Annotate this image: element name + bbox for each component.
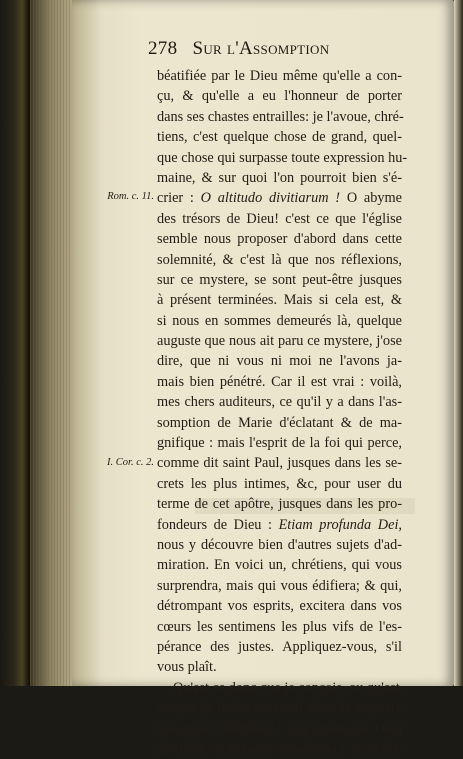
text-segment: semble nous proposer d'abord dans cette — [157, 231, 402, 248]
margin-reference: Rom. c. 11. — [107, 191, 154, 203]
text-line — [157, 617, 402, 637]
text-line — [157, 148, 408, 168]
text-segment: mais bien pénétré. Car il est vrai : voilà, — [157, 373, 402, 390]
text-line — [157, 719, 402, 739]
text-segment: crier : — [157, 190, 201, 207]
text-segment: vous plaît. — [157, 659, 217, 676]
text-line — [157, 413, 402, 433]
text-segment: que chose qui surpasse toute expression hu- — [157, 149, 408, 166]
text-segment: , — [398, 516, 402, 533]
text-line — [157, 657, 402, 677]
text-segment: tiens, c'est quelque chose de grand, quel- — [157, 129, 402, 146]
page-number: 278 — [148, 38, 178, 59]
running-header — [148, 38, 398, 64]
text-segment: terme de cet apôtre, jusques dans les pro- — [157, 496, 402, 513]
text-segment: auguste que nous ait paru ce mystere, j'ose — [157, 333, 402, 350]
text-line — [157, 127, 402, 147]
text-line — [157, 596, 402, 616]
text-segment: des trésors de Dieu! c'est ce que l'église — [157, 210, 402, 227]
text-line — [157, 535, 402, 555]
text-segment: somption de Marie d'éclatant & de ma- — [157, 414, 402, 431]
text-line — [157, 678, 405, 698]
running-head-title: Sur l'Assomption — [192, 38, 330, 59]
text-segment: O abyme — [340, 190, 402, 207]
text-segment: ce que je dois concevoir dans le mystere — [157, 700, 402, 717]
latin-quote: Etiam profunda Dei — [278, 516, 399, 533]
text-line — [157, 515, 402, 535]
text-segment: çu, & qu'elle a eu l'honneur de porter — [157, 88, 402, 105]
text-line — [157, 229, 402, 249]
text-line — [157, 311, 402, 331]
text-segment: fondeurs de Dieu : — [157, 516, 279, 533]
text-segment: sur ce mystere, se sont peut-être jusques — [157, 271, 402, 288]
text-segment: nous y découvre bien d'autres sujets d'ad- — [157, 536, 402, 553]
text-segment: miration. En voici un, chrétiens, qui vous — [157, 557, 402, 574]
text-line — [157, 209, 402, 229]
text-line — [157, 474, 402, 494]
text-line — [157, 453, 402, 473]
text-line — [157, 739, 402, 759]
text-segment: béatifiée par le Dieu même qu'elle a con- — [157, 68, 402, 84]
text-line — [157, 392, 402, 412]
text-line — [157, 637, 402, 657]
text-segment: détrompant vos esprits, excitera dans vos — [157, 598, 402, 615]
text-line — [157, 86, 402, 106]
latin-quote: O altitudo divitiarum ! — [200, 190, 341, 207]
text-line — [157, 555, 402, 575]
page-body-text — [157, 66, 408, 759]
text-line — [157, 494, 402, 514]
text-line — [157, 351, 402, 371]
text-segment: si nous en sommes demeurés là, quelque — [157, 312, 402, 329]
text-line — [157, 107, 402, 127]
text-line — [157, 188, 402, 208]
text-segment: mes chers auditeurs, ce qu'il y a dans l'as- — [157, 394, 402, 411]
text-line — [157, 576, 402, 596]
text-line — [157, 250, 402, 270]
text-segment: gnifique : mais l'esprit de la foi qui perce, — [157, 435, 402, 452]
text-segment: glorifiée, non point absolument & préci- — [157, 740, 402, 757]
text-line — [157, 698, 402, 718]
margin-reference: I. Cor. c. 2. — [107, 456, 154, 468]
text-line — [157, 168, 402, 188]
text-segment: crets les plus intimes, &c, pour user du — [157, 475, 402, 492]
text-line — [157, 270, 402, 290]
text-segment: surprendra, mais qui vous édifiera; & qui, — [157, 577, 402, 594]
text-segment: maine, & sur quoi l'on pourroit bien s'é- — [157, 169, 402, 186]
text-line — [157, 290, 402, 310]
page-right-edge — [454, 0, 463, 686]
text-line — [157, 372, 402, 392]
text-segment: à présent terminées. Mais si cela est, & — [157, 292, 402, 309]
text-segment: cœurs les sentimens les plus vifs de l'es- — [157, 618, 402, 635]
text-segment: solemnité, & c'est là que nos réflexions, — [157, 251, 402, 268]
text-segment: que nous célébrons? une mere de Dieu — [157, 720, 402, 737]
text-segment: dire, que ni vous ni moi ne l'avons ja- — [157, 353, 402, 370]
text-line — [157, 331, 402, 351]
text-segment: Qu'est ce donc que je conçois, ou qu'est- — [173, 679, 405, 696]
text-line — [157, 433, 402, 453]
text-segment: pérance des justes. Appliquez-vous, s'il — [157, 638, 402, 655]
text-segment: dans ses chastes entrailles: je l'avoue, chré- — [157, 108, 404, 125]
text-segment: comme dit saint Paul, jusques dans les se- — [157, 455, 402, 472]
text-line — [157, 66, 402, 86]
